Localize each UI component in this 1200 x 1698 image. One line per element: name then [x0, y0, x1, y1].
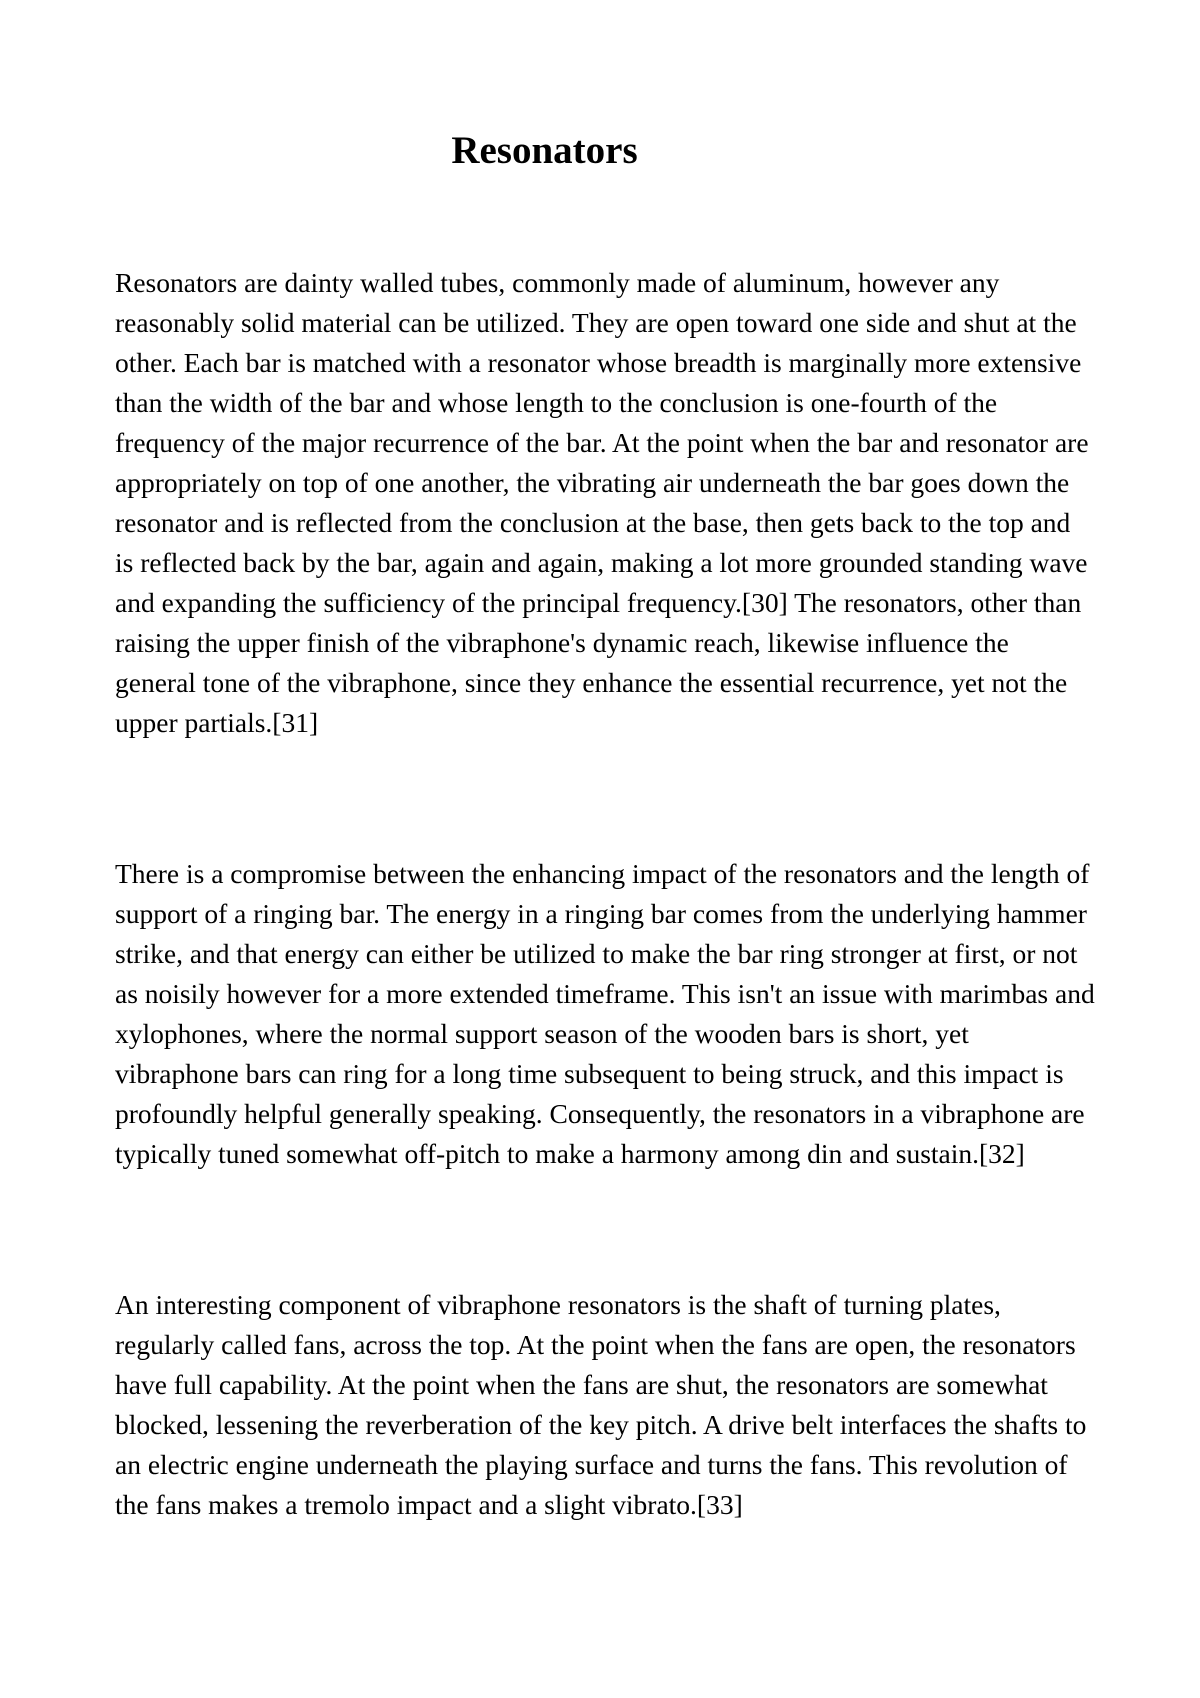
- paragraph-resonators-description: Resonators are dainty walled tubes, commonly made of aluminum, however any reasonably solid material can be utilized. They are open toward one side and shut at the other. Each bar is matched with a resonator whose breadth is marginally more extensive than the width of the bar and whose length to the conclusion is one-fourth of the frequency of the major recurrence of the bar. At the point when the bar and resonator are appropriately on top of one another, the vibrating air underneath the bar goes down the resonator and is reflected from the conclusion at the base, then gets back to the top and is reflected back by the bar, again and again, making a lot more grounded standing wave and expanding the sufficiency of the principal frequency.[30] The resonators, other than raising the upper finish of the vibraphone's dynamic reach, likewise influence the general tone of the vibraphone, since they enhance the essential recurrence, yet not the upper partials.[31]: [115, 267, 1089, 738]
- paragraph-sustain-compromise: There is a compromise between the enhancing impact of the resonators and the length of support of a ringing bar. The energy in a ringing bar comes from the underlying hammer strike, and that energy can either be utilized to make the bar ring stronger at first, or not as noisily however for a more extended timeframe. This isn't an issue with marimbas and xylophones, where the normal support season of the wooden bars is short, yet vibraphone bars can ring for a long time subsequent to being struck, and this impact is profoundly helpful generally speaking. Consequently, the resonators in a vibraphone are typically tuned somewhat off-pitch to make a harmony among din and sustain.[32]: [115, 858, 1095, 1169]
- paragraph-rotating-fans: An interesting component of vibraphone resonators is the shaft of turning plates, regularly called fans, across the top. At the point when the fans are open, the resonators have full capability. At the point when the fans are shut, the resonators are somewhat blocked, lessening the reverberation of the key pitch. A drive belt interfaces the shafts to an electric engine underneath the playing surface and turns the fans. This revolution of the fans makes a tremolo impact and a slight vibrato.[33]: [115, 1289, 1087, 1520]
- document-title: Resonators: [451, 129, 638, 172]
